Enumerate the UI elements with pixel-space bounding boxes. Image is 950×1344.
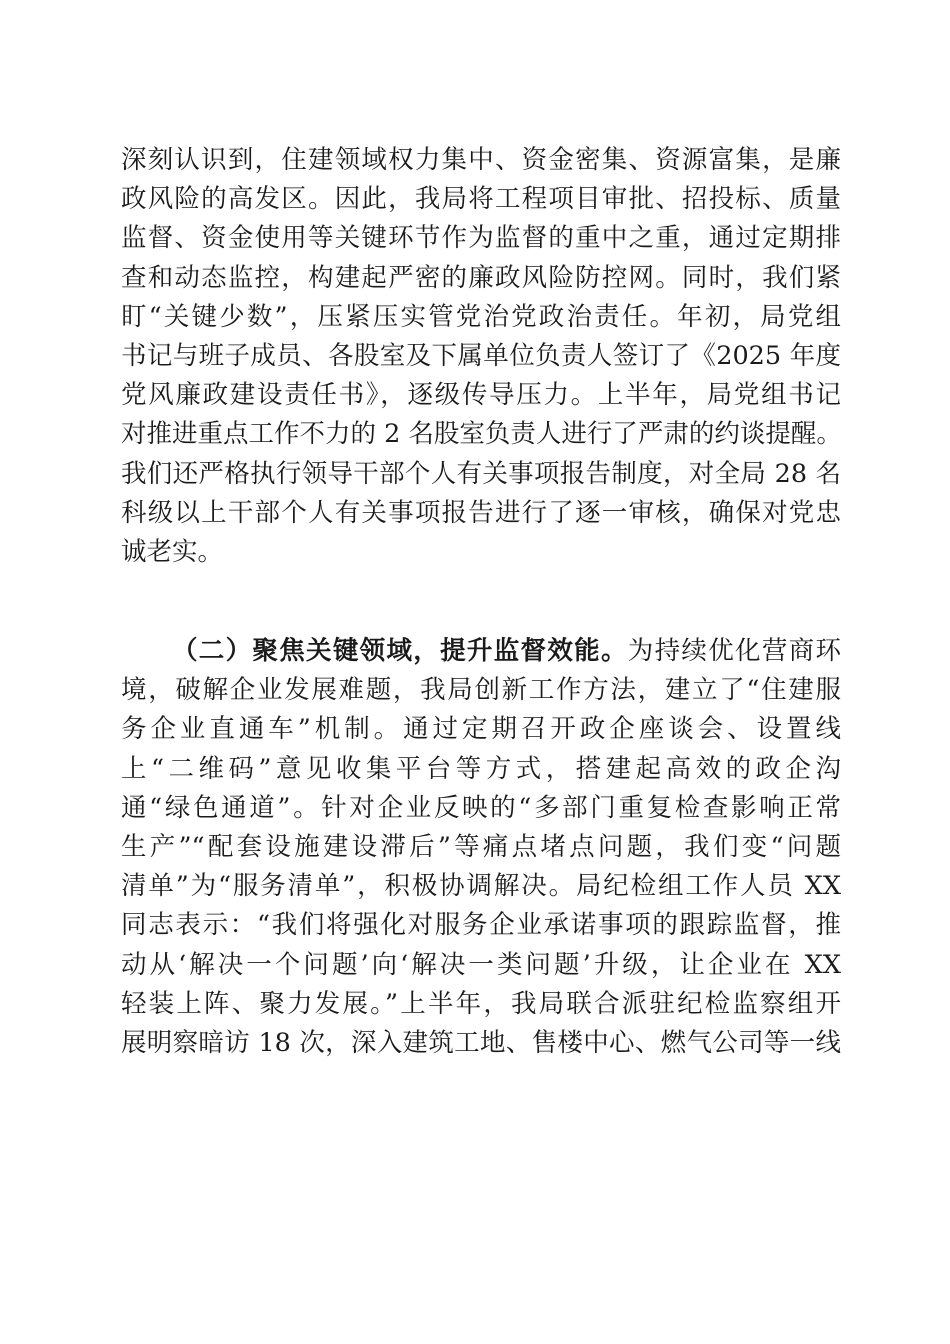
text-line-last: 诚老实。 [121,536,224,567]
text-line: 展明察暗访 18 次，深入建筑工地、售楼中心、燃气公司等一线 [121,1027,841,1058]
text-line: 查和动态监控，构建起严密的廉政风险防控网。同时，我们紧 [121,262,841,293]
text-line: 动从‘解决一个问题’向‘解决一类问题’升级，让企业在 XX [121,949,841,980]
text-line: 科级以上干部个人有关事项报告进行了逐一审核，确保对党忠 [121,497,841,528]
text-line: 务企业直通车”机制。通过定期召开政企座谈会、设置线 [121,714,841,745]
text-line: 书记与班子成员、各股室及下属单位负责人签订了《2025 年度 [121,340,841,371]
heading-continuation: 为持续优化营商环 [627,636,841,666]
text-line: 生产”“配套设施建设滞后”等痛点堵点问题，我们变“问题 [121,831,841,862]
text-line: 我们还严格执行领导干部个人有关事项报告制度，对全局 28 名 [121,458,841,489]
text-line-first [121,632,841,671]
paragraph-one [121,141,841,572]
text-line: 轻装上阵、聚力发展。”上半年，我局联合派驻纪检监察组开 [121,988,841,1019]
paragraph-two [121,632,841,1063]
text-line: 对推进重点工作不力的 2 名股室负责人进行了严肃的约谈提醒。 [121,419,842,450]
section-heading: （二）聚焦关键领域，提升监督效能。 [172,636,628,666]
text-line: 盯“关键少数”，压紧压实管党治党政治责任。年初，局党组 [121,301,841,332]
text-line: 境，破解企业发展难题，我局创新工作方法，建立了“住建服 [121,675,841,706]
text-line: 清单”为“服务清单”，积极协调解决。局纪检组工作人员 XX [121,871,841,902]
text-line: 党风廉政建设责任书》，逐级传导压力。上半年，局党组书记 [121,380,841,411]
text-line: 上“二维码”意见收集平台等方式，搭建起高效的政企沟 [121,753,841,784]
text-line: 通“绿色通道”。针对企业反映的“多部门重复检查影响正常 [121,792,841,823]
text-line: 政风险的高发区。因此，我局将工程项目审批、招投标、质量 [121,184,841,215]
text-line: 监督、资金使用等关键环节作为监督的重中之重，通过定期排 [121,223,841,254]
text-line: 同志表示：“我们将强化对服务企业承诺事项的跟踪监督，推 [121,910,841,941]
text-line: 深刻认识到，住建领域权力集中、资金密集、资源富集，是廉 [121,145,841,175]
